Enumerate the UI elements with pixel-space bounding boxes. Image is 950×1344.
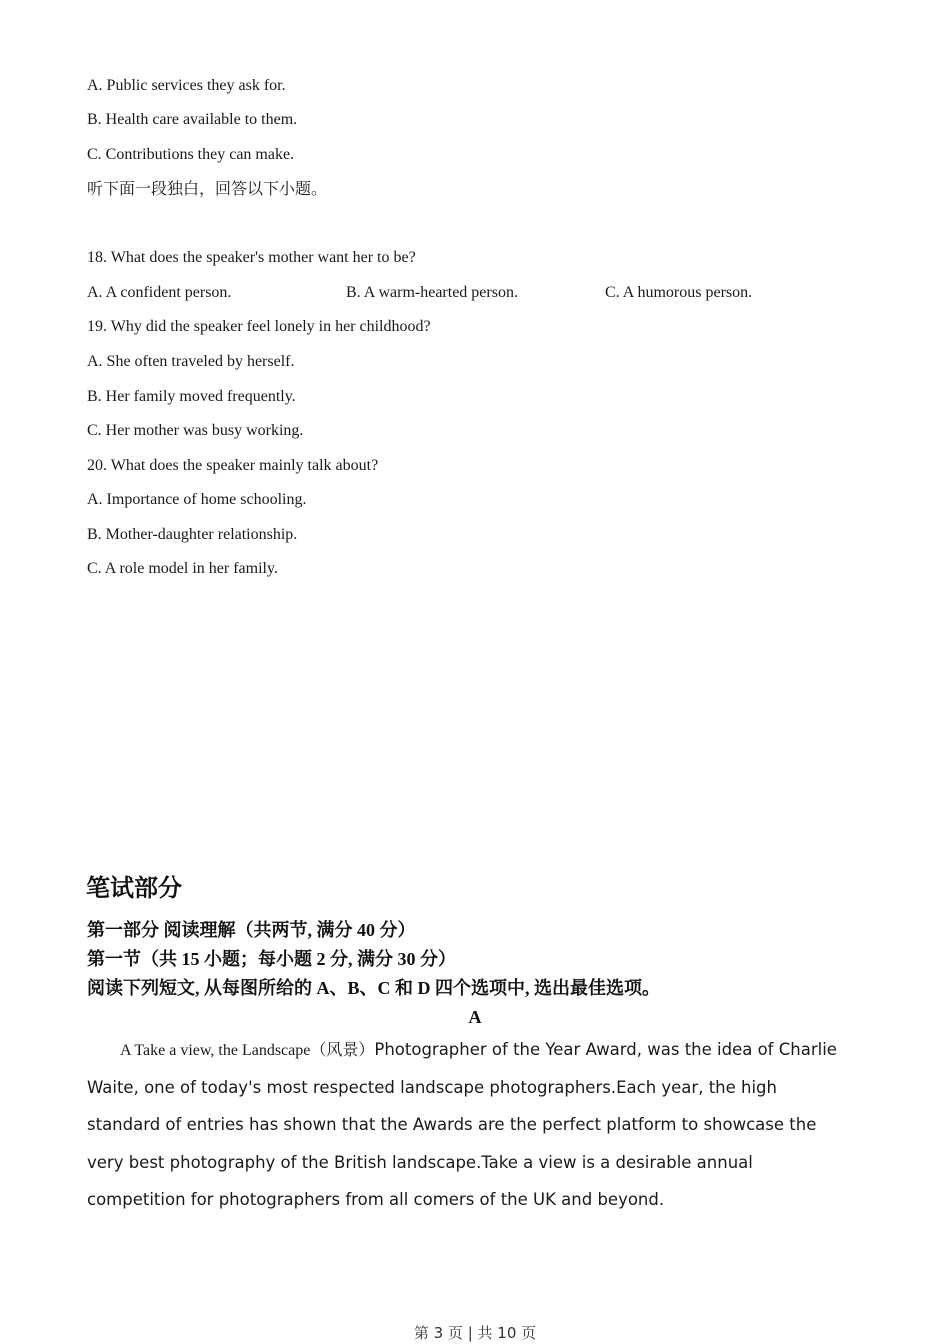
passage-line-1-rest: Photographer of the Year Award, was the idea of Charlie: [374, 1040, 837, 1059]
section-one-heading: 第一节（共 15 小题；每小题 2 分, 满分 30 分）: [87, 949, 456, 969]
q18-option-a: A. A confident person.: [87, 284, 232, 301]
passage-lead: A Take a view, the Landscape（风景）: [120, 1042, 375, 1059]
q18-option-c: C. A humorous person.: [605, 284, 753, 301]
reading-instruction: 阅读下列短文, 从每图所给的 A、B、C 和 D 四个选项中, 选出最佳选项。: [87, 978, 660, 998]
passage-label: A: [468, 1007, 482, 1027]
q18-stem: 18. What does the speaker's mother want her to be?: [87, 249, 416, 266]
monologue-instruction: 听下面一段独白，回答以下小题。: [87, 181, 328, 198]
part-one-heading: 第一部分 阅读理解（共两节, 满分 40 分）: [87, 920, 416, 940]
passage-line-3: standard of entries has shown that the Awards are the perfect platform to showcase the: [87, 1115, 817, 1134]
q20-option-b: B. Mother-daughter relationship.: [87, 526, 298, 543]
q17-option-b: B. Health care available to them.: [87, 111, 298, 128]
passage-line-5: competition for photographers from all comers of the UK and beyond.: [87, 1190, 665, 1209]
q20-option-c: C. A role model in her family.: [87, 560, 278, 577]
passage-a: [87, 1031, 867, 1219]
q18-option-b: B. A warm-hearted person.: [346, 284, 518, 301]
passage-line-2: Waite, one of today's most respected landscape photographers.Each year, the high: [87, 1077, 777, 1097]
q20-option-a: A. Importance of home schooling.: [87, 491, 307, 508]
q19-option-c: C. Her mother was busy working.: [87, 422, 304, 439]
passage-line-1: [87, 1031, 867, 1069]
q20-stem: 20. What does the speaker mainly talk about?: [87, 457, 379, 474]
q19-option-b: B. Her family moved frequently.: [87, 388, 296, 405]
passage-line-4: very best photography of the British landscape.Take a view is a desirable annual: [87, 1152, 753, 1172]
q17-option-a: A. Public services they ask for.: [87, 77, 286, 94]
q19-stem: 19. Why did the speaker feel lonely in her childhood?: [87, 318, 431, 335]
page-footer: [0, 1323, 950, 1343]
written-section-title: 笔试部分: [86, 874, 182, 902]
page-indicator: 第 3 页 | 共 10 页: [413, 1324, 537, 1342]
q19-option-a: A. She often traveled by herself.: [87, 353, 295, 370]
q17-option-c: C. Contributions they can make.: [87, 146, 295, 163]
